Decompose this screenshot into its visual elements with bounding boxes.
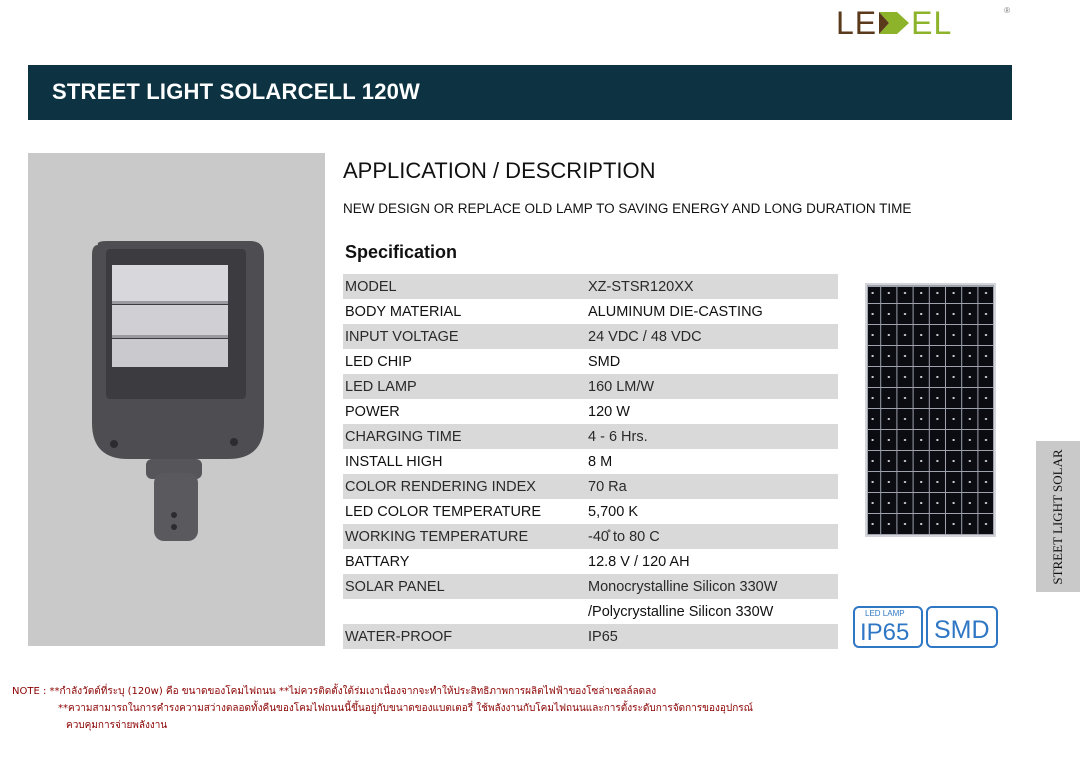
spec-row <box>343 274 838 299</box>
logo-text-right: EL <box>911 5 953 41</box>
spec-value: ALUMINUM DIE-CASTING <box>588 303 763 320</box>
spec-row <box>343 399 838 424</box>
spec-value: 70 Ra <box>588 478 627 495</box>
spec-value: /Polycrystalline Silicon 330W <box>588 603 774 620</box>
spec-row <box>343 374 838 399</box>
logo-text-left: LE <box>836 5 878 41</box>
title-bar <box>28 65 1012 120</box>
spec-label: BATTARY <box>345 553 410 570</box>
spec-value: 24 VDC / 48 VDC <box>588 328 702 345</box>
section-title: APPLICATION / DESCRIPTION <box>343 158 656 183</box>
spec-row <box>343 549 838 574</box>
spec-label: WATER-PROOF <box>345 628 453 645</box>
spec-value: 120 W <box>588 403 630 420</box>
spec-row <box>343 624 838 649</box>
spec-value: 160 LM/W <box>588 378 655 395</box>
spec-value: 8 M <box>588 453 613 470</box>
ip-rating: IP65 <box>860 619 910 646</box>
spec-label: BODY MATERIAL <box>345 303 462 320</box>
product-image-panel <box>28 153 325 646</box>
spec-label: LED LAMP <box>345 378 417 395</box>
ip65-badge <box>853 606 923 648</box>
spec-label: LED COLOR TEMPERATURE <box>345 503 542 520</box>
spec-value: Monocrystalline Silicon 330W <box>588 578 778 595</box>
spec-label: POWER <box>345 403 400 420</box>
side-tab <box>1036 441 1080 592</box>
brand-logo <box>836 6 1012 40</box>
spec-label: COLOR RENDERING INDEX <box>345 478 536 495</box>
logo-arrow-icon <box>877 8 911 38</box>
spec-label: CHARGING TIME <box>345 428 462 445</box>
spec-label: SOLAR PANEL <box>345 578 445 595</box>
note-line-1: NOTE : **กำลังวัตต์ที่ระบุ (120w) คือ ขนาดของโคมไฟถนน **ไม่ควรติดตั้งใต้ร่มเงาเนื่องจากจะทำให้ประสิทธิภาพการผลิตไฟฟ้าของโซล่าเซลล์ลดลง <box>12 686 657 697</box>
spec-value: 4 - 6 Hrs. <box>588 428 648 445</box>
page-title: STREET LIGHT SOLARCELL 120W <box>52 79 421 104</box>
spec-value: -40̊ to 80 C <box>588 528 660 545</box>
spec-row <box>343 424 838 449</box>
spec-value: XZ-STSR120XX <box>588 278 694 295</box>
street-light-image <box>28 153 325 646</box>
spec-value: 5,700 K <box>588 503 638 520</box>
note-line-2: **ความสามารถในการคำรงความสว่างตลอดทั้งคืนของโคมไฟถนนนี้ขึ้นอยู่กับขนาดของแบตเตอรี่ ใช้พลังงานกับโคมไฟถนนและการตั้งระดับการจัดการของอุปกรณ์ <box>58 703 753 714</box>
spec-row <box>343 349 838 374</box>
note-line-3: ควบคุมการจ่ายพลังงาน <box>66 720 168 731</box>
spec-label: MODEL <box>345 278 397 295</box>
registered-mark: ® <box>1004 6 1010 15</box>
spec-row <box>343 499 838 524</box>
spec-row <box>343 449 838 474</box>
spec-row <box>343 574 838 599</box>
smd-badge <box>926 606 998 648</box>
spec-label: INPUT VOLTAGE <box>345 328 459 345</box>
spec-value: IP65 <box>588 628 618 645</box>
spec-value: 12.8 V / 120 AH <box>588 553 690 570</box>
spec-value: SMD <box>588 353 621 370</box>
spec-label: WORKING TEMPERATURE <box>345 528 529 545</box>
led-lamp-caption: LED LAMP <box>865 609 905 618</box>
spec-label: LED CHIP <box>345 353 412 370</box>
spec-row <box>343 474 838 499</box>
smd-label: SMD <box>934 616 990 644</box>
spec-table <box>343 274 838 649</box>
solar-panel-image <box>865 283 996 537</box>
description-text: NEW DESIGN OR REPLACE OLD LAMP TO SAVING ENERGY AND LONG DURATION TIME <box>343 201 912 216</box>
spec-label: INSTALL HIGH <box>345 453 443 470</box>
spec-row <box>343 599 838 624</box>
spec-row <box>343 524 838 549</box>
spec-heading: Specification <box>345 242 458 262</box>
spec-row <box>343 324 838 349</box>
side-tab-label: STREET LIGHT SOLAR <box>1050 448 1065 585</box>
spec-row <box>343 299 838 324</box>
